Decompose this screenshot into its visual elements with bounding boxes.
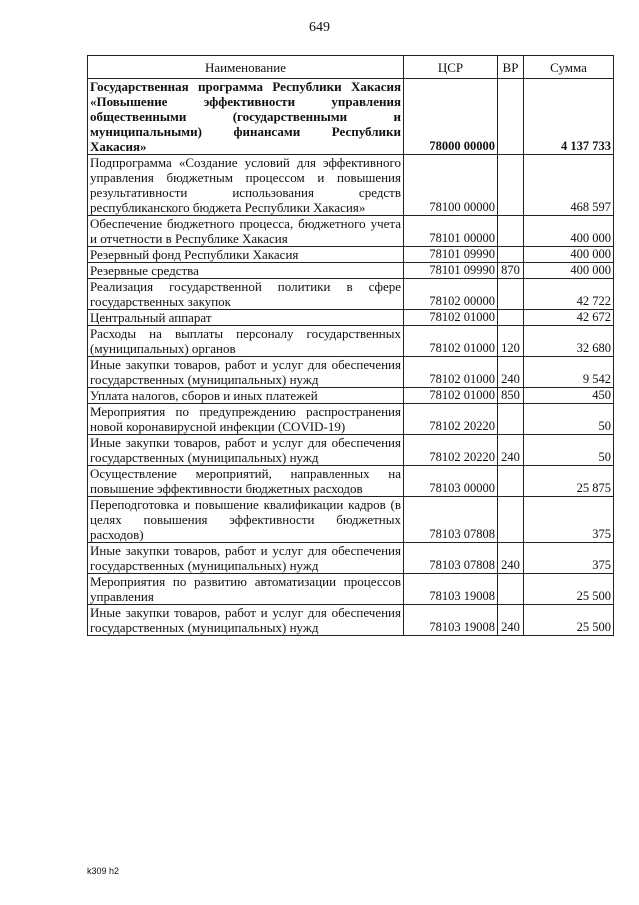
- table-row: [88, 216, 614, 247]
- header-name: Наименование: [88, 56, 404, 79]
- row-vr: [498, 310, 524, 326]
- row-csr: 78102 01000: [404, 326, 498, 357]
- row-sum: 4 137 733: [524, 79, 614, 155]
- row-csr: 78103 07808: [404, 497, 498, 543]
- row-name: Обеспечение бюджетного процесса, бюджетного учета и отчетности в Республике Хакасия: [88, 216, 404, 247]
- row-vr: 120: [498, 326, 524, 357]
- row-vr: [498, 247, 524, 263]
- table-row: [88, 279, 614, 310]
- table-row: [88, 310, 614, 326]
- row-csr: 78102 20220: [404, 435, 498, 466]
- header-vr: ВР: [498, 56, 524, 79]
- row-csr: 78101 00000: [404, 216, 498, 247]
- row-sum: 450: [524, 388, 614, 404]
- row-name: Уплата налогов, сборов и иных платежей: [88, 388, 404, 404]
- row-vr: 240: [498, 435, 524, 466]
- budget-table: [87, 55, 614, 636]
- table-row: [88, 247, 614, 263]
- row-csr: 78000 00000: [404, 79, 498, 155]
- row-sum: 25 875: [524, 466, 614, 497]
- row-vr: [498, 279, 524, 310]
- row-name: Иные закупки товаров, работ и услуг для обеспечения государственных (муниципальных) нужд: [88, 435, 404, 466]
- table-row: [88, 466, 614, 497]
- row-name: Иные закупки товаров, работ и услуг для обеспечения государственных (муниципальных) нужд: [88, 543, 404, 574]
- table-row: [88, 404, 614, 435]
- row-name: Подпрограмма «Создание условий для эффективного управления бюджетным процессом и повышения результативности использования средств республиканского бюджета Республики Хакасия»: [88, 155, 404, 216]
- row-vr: 870: [498, 263, 524, 279]
- table-row: [88, 357, 614, 388]
- page-number: 649: [309, 20, 330, 35]
- row-csr: 78101 09990: [404, 263, 498, 279]
- row-csr: 78102 20220: [404, 404, 498, 435]
- row-vr: [498, 155, 524, 216]
- row-csr: 78101 09990: [404, 247, 498, 263]
- row-vr: [498, 574, 524, 605]
- row-csr: 78102 00000: [404, 279, 498, 310]
- table-row: [88, 263, 614, 279]
- table-row: [88, 435, 614, 466]
- row-sum: 42 672: [524, 310, 614, 326]
- row-name: Переподготовка и повышение квалификации кадров (в целях повышения эффективности бюджетных расходов): [88, 497, 404, 543]
- row-sum: 375: [524, 497, 614, 543]
- row-vr: [498, 404, 524, 435]
- row-name: Мероприятия по предупреждению распространения новой коронавирусной инфекции (COVID-19): [88, 404, 404, 435]
- row-sum: 400 000: [524, 216, 614, 247]
- row-sum: 400 000: [524, 247, 614, 263]
- row-sum: 50: [524, 404, 614, 435]
- table-row: [88, 155, 614, 216]
- row-vr: 240: [498, 605, 524, 636]
- row-sum: 400 000: [524, 263, 614, 279]
- row-sum: 468 597: [524, 155, 614, 216]
- row-sum: 32 680: [524, 326, 614, 357]
- row-vr: [498, 79, 524, 155]
- table-row: [88, 543, 614, 574]
- row-sum: 25 500: [524, 605, 614, 636]
- header-sum: Сумма: [524, 56, 614, 79]
- row-csr: 78103 19008: [404, 605, 498, 636]
- table-row: [88, 574, 614, 605]
- row-name: Иные закупки товаров, работ и услуг для обеспечения государственных (муниципальных) нужд: [88, 605, 404, 636]
- table-row: [88, 605, 614, 636]
- row-name: Мероприятия по развитию автоматизации процессов управления: [88, 574, 404, 605]
- row-csr: 78102 01000: [404, 388, 498, 404]
- row-vr: 240: [498, 357, 524, 388]
- row-name: Центральный аппарат: [88, 310, 404, 326]
- footer-code: k309 h2: [87, 866, 120, 876]
- table-header-row: [88, 56, 614, 79]
- row-name: Расходы на выплаты персоналу государственных (муниципальных) органов: [88, 326, 404, 357]
- row-name: Иные закупки товаров, работ и услуг для обеспечения государственных (муниципальных) нужд: [88, 357, 404, 388]
- header-csr: ЦСР: [404, 56, 498, 79]
- row-vr: [498, 466, 524, 497]
- row-name: Реализация государственной политики в сфере государственных закупок: [88, 279, 404, 310]
- row-name: Государственная программа Республики Хакасия «Повышение эффективности управления общественными (государственными и муниципальными) финансами Республики Хакасия»: [88, 79, 404, 155]
- row-name: Резервный фонд Республики Хакасия: [88, 247, 404, 263]
- row-sum: 375: [524, 543, 614, 574]
- row-vr: 850: [498, 388, 524, 404]
- row-csr: 78102 01000: [404, 310, 498, 326]
- table-row: [88, 497, 614, 543]
- row-vr: 240: [498, 543, 524, 574]
- row-csr: 78100 00000: [404, 155, 498, 216]
- row-vr: [498, 216, 524, 247]
- row-name: Резервные средства: [88, 263, 404, 279]
- row-sum: 50: [524, 435, 614, 466]
- row-csr: 78103 00000: [404, 466, 498, 497]
- row-csr: 78103 19008: [404, 574, 498, 605]
- row-sum: 9 542: [524, 357, 614, 388]
- table-row: [88, 79, 614, 155]
- row-sum: 25 500: [524, 574, 614, 605]
- row-csr: 78102 01000: [404, 357, 498, 388]
- row-csr: 78103 07808: [404, 543, 498, 574]
- row-sum: 42 722: [524, 279, 614, 310]
- table-row: [88, 388, 614, 404]
- row-name: Осуществление мероприятий, направленных на повышение эффективности бюджетных расходов: [88, 466, 404, 497]
- table-row: [88, 326, 614, 357]
- row-vr: [498, 497, 524, 543]
